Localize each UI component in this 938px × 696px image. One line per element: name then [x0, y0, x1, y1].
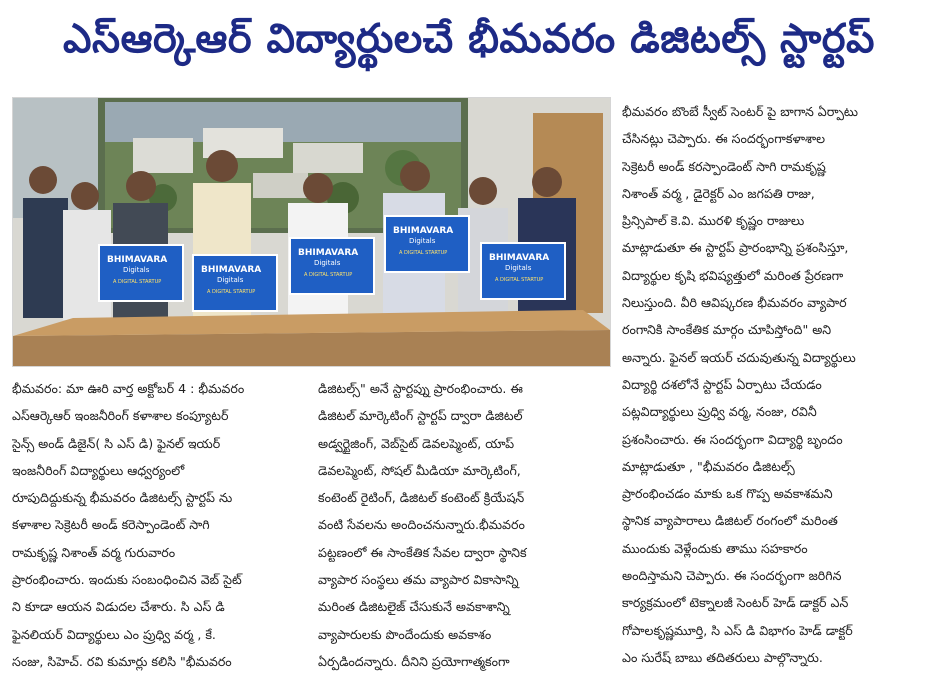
- text-line: అడ్వర్టైజింగ్, వెబ్‌సైట్ డెవలప్మెంట్, యాప్: [318, 435, 515, 451]
- poster-brand-5: BHIMAVARA: [489, 253, 550, 263]
- text-line: రూపుదిద్దుకున్న భీమవరం డిజిటల్స్ స్టార్టప్ ను: [12, 490, 233, 506]
- text-line: కళాశాల సెక్రెటరీ అండ్ కరెస్పాండెంట్ సాగి: [12, 517, 210, 533]
- text-line: నిశాంత్ వర్మ , డైరెక్టర్ ఎం జగపతి రాజు,: [622, 185, 815, 201]
- poster-brand-2: BHIMAVARA: [201, 265, 262, 275]
- text-line: సైన్స్ అండ్ డిజైన్( సి ఎస్ డి) ఫైనల్ ఇయర్: [12, 435, 221, 451]
- text-line: మాట్లాడుతూ , "భీమవరం డిజిటల్స్: [622, 458, 795, 474]
- poster-sub-5: Digitals: [505, 264, 532, 272]
- text-line: ప్రారంభించారు. ఇందుకు సంబంధించిన వెబ్ సైట్: [12, 572, 242, 588]
- text-line: ఎం సురేష్ బాబు తదితరులు పాల్గొన్నారు.: [622, 649, 823, 665]
- text-line: డిజిటల్ మార్కెటింగ్ స్టార్టప్ ద్వారా డిజిటల్: [318, 408, 523, 424]
- text-line: కంటెంట్ రైటింగ్, డిజిటల్ కంటెంట్ క్రియేషన్: [318, 490, 525, 506]
- text-line: అందిస్తామని చెప్పారు. ఈ సందర్భంగా జరిగిన: [622, 568, 842, 584]
- text-line: పట్టణంలో ఈ సాంకేతిక సేవల ద్వారా స్థానిక: [318, 544, 527, 560]
- text-line: ప్రశంసించారు. ఈ సందర్భంగా విద్యార్థి బృందం: [622, 431, 843, 447]
- text-line: భీమవరం: మా ఊరి వార్త అక్టోబర్ 4 : భీమవరం: [12, 381, 245, 396]
- text-line: మాట్లాడుతూ ఈ స్టార్టప్ ప్రారంభాన్ని ప్రశంసిస్తూ,: [622, 240, 849, 256]
- article-column-3: [622, 98, 918, 671]
- text-line: వ్యాపార సంస్థలు తమ వ్యాపార వికాసాన్ని: [318, 572, 519, 588]
- poster-tag-1: A DIGITAL STARTUP: [113, 279, 162, 285]
- text-line: సెక్రెటరీ అండ్ కరస్పాండెంట్ సాగి రామకృష్ణ: [622, 158, 826, 174]
- text-line: విద్యార్థుల కృషి భవిష్యత్తులో మరింత ప్రేరణగా: [622, 267, 844, 283]
- poster-sub-1: Digitals: [123, 266, 150, 274]
- text-line: ముందుకు వెళ్లేందుకు తాము సహకారం: [622, 540, 808, 556]
- text-line: డిజిటల్స్" అనే స్టార్టప్ను ప్రారంభించారు. ఈ: [318, 381, 523, 396]
- poster-brand-1: BHIMAVARA: [107, 255, 168, 265]
- article-column-1: [12, 375, 306, 675]
- text-line: ప్రిన్సిపాల్ కె.వి. మురళి కృష్ణం రాజులు: [622, 213, 805, 229]
- text-line: వ్యాపారులకు పొందేందుకు అవకాశం: [318, 626, 492, 642]
- poster-sub-2: Digitals: [217, 276, 244, 284]
- poster-sub-3: Digitals: [314, 259, 341, 267]
- headline: ఎస్ఆర్కెఆర్ విద్యార్థులచే భీమవరం డిజిటల్స్ స్టార్టప్: [63, 16, 875, 62]
- text-line: భీమవరం బొంబే స్వీట్ సెంటర్ పై బాగాన ఏర్పాటు: [622, 104, 859, 119]
- text-line: డెవలప్మెంట్, సోషల్ మీడియా మార్కెటింగ్,: [318, 462, 521, 478]
- text-line: వంటి సేవలను అందించనున్నారు.భీమవరం: [318, 517, 525, 533]
- poster-brand-4: BHIMAVARA: [393, 226, 454, 236]
- poster-tag-4: A DIGITAL STARTUP: [399, 250, 448, 256]
- group-photo-illustration: [13, 98, 610, 366]
- poster-tag-3: A DIGITAL STARTUP: [304, 272, 353, 278]
- text-line: గోపాలకృష్ణమూర్తి, సి ఎస్ డి విభాగం హెడ్ డాక్టర్: [622, 622, 853, 638]
- news-photo: [12, 97, 611, 367]
- text-line: ఏర్పడిందన్నారు. దీనిని ప్రయోగాత్మకంగా: [318, 653, 510, 669]
- text-line: విద్యార్థి దశలోనే స్టార్టప్ ఏర్పాటు చేయడం: [622, 376, 822, 392]
- text-line: స్థానిక వ్యాపారాలు డిజిటల్ రంగంలో మరింత: [622, 513, 838, 529]
- text-line: ఇంజనీరింగ్ విద్యార్థులు ఆధ్వర్యంలో: [12, 462, 185, 478]
- text-line: పట్లవిద్యార్థులు ప్రుధ్వి వర్మ, నంజు, రవినీ: [622, 404, 817, 420]
- text-line: ని కూడా ఆయన విడుదల చేశారు. సి ఎస్ డి: [12, 599, 225, 615]
- article-column-2: [318, 375, 609, 675]
- text-line: రంగానికి సాంకేతిక మార్గం చూపిస్తోంది" అని: [622, 322, 832, 338]
- text-line: అన్నారు. ఫైనల్ ఇయర్ చదువుతున్న విద్యార్థులు: [622, 349, 856, 365]
- text-line: రామకృష్ణ నిశాంత్ వర్మ గురువారం: [12, 544, 176, 560]
- poster-tag-2: A DIGITAL STARTUP: [207, 289, 256, 295]
- text-line: కార్యక్రమంలో టెక్నాలజీ సెంటర్ హెడ్ డాక్టర్ ఎన్: [622, 595, 849, 611]
- text-line: ఎస్ఆర్కెఆర్ ఇంజనీరింగ్ కళాశాల కంప్యూటర్: [12, 408, 229, 424]
- poster-sub-4: Digitals: [409, 237, 436, 245]
- text-line: ఫైనలియర్ విద్యార్థులు ఎం ప్రుధ్వి వర్మ , కే.: [12, 626, 216, 642]
- text-line: ప్రారంభించడం మాకు ఒక గొప్ప అవకాశమని: [622, 486, 833, 502]
- text-line: నిలుస్తుంది. వీరి ఆవిష్కరణ భీమవరం వ్యాపార: [622, 295, 847, 311]
- text-line: సంజు, సిహెచ్. రవి కుమార్లు కలిసి "భీమవరం: [12, 653, 232, 669]
- text-line: చేసినట్లు చెప్పారు. ఈ సందర్భంగాకళాశాల: [622, 131, 826, 147]
- text-line: మరింత డిజిటలైజ్ చేసుకునే అవకాశాన్ని: [318, 599, 510, 615]
- poster-tag-5: A DIGITAL STARTUP: [495, 277, 544, 283]
- poster-brand-3: BHIMAVARA: [298, 248, 359, 258]
